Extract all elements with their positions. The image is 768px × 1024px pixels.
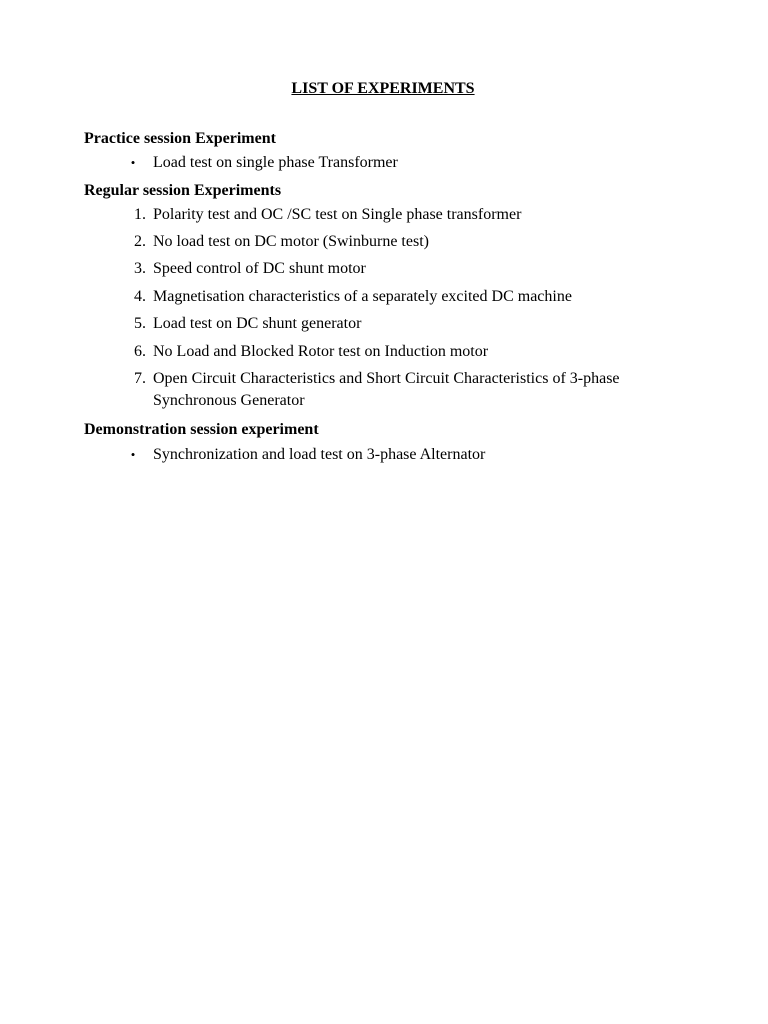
list-item-number: 1. bbox=[134, 206, 146, 223]
list-item-text: Synchronization and load test on 3-phase Alternator bbox=[153, 446, 486, 463]
section-heading-regular: Regular session Experiments bbox=[84, 182, 282, 199]
list-item-text: Load test on DC shunt generator bbox=[153, 315, 362, 332]
list-item-number: 7. bbox=[134, 370, 146, 387]
list-item-number: 3. bbox=[134, 260, 146, 277]
section-heading-demonstration: Demonstration session experiment bbox=[84, 421, 319, 438]
list-item-text: No Load and Blocked Rotor test on Induction motor bbox=[153, 343, 489, 360]
list-item-number: 5. bbox=[134, 315, 146, 332]
list-item-text: Magnetisation characteristics of a separately excited DC machine bbox=[153, 288, 572, 305]
list-item-text: Polarity test and OC /SC test on Single phase transformer bbox=[153, 206, 522, 223]
list-item-number: 4. bbox=[134, 288, 146, 305]
list-item-number: 6. bbox=[134, 343, 146, 360]
list-item-text: Speed control of DC shunt motor bbox=[153, 260, 366, 277]
list-item-text: Load test on single phase Transformer bbox=[153, 154, 398, 171]
list-item-number: 2. bbox=[134, 233, 146, 250]
bullet-icon: • bbox=[130, 155, 136, 170]
list-item-text: No load test on DC motor (Swinburne test) bbox=[153, 233, 429, 250]
page-title: LIST OF EXPERIMENTS bbox=[291, 80, 475, 97]
section-heading-practice: Practice session Experiment bbox=[84, 130, 276, 147]
bullet-icon: • bbox=[130, 447, 136, 462]
list-item-text: Open Circuit Characteristics and Short Circuit Characteristics of 3-phase Synchronous Generator bbox=[153, 370, 620, 409]
